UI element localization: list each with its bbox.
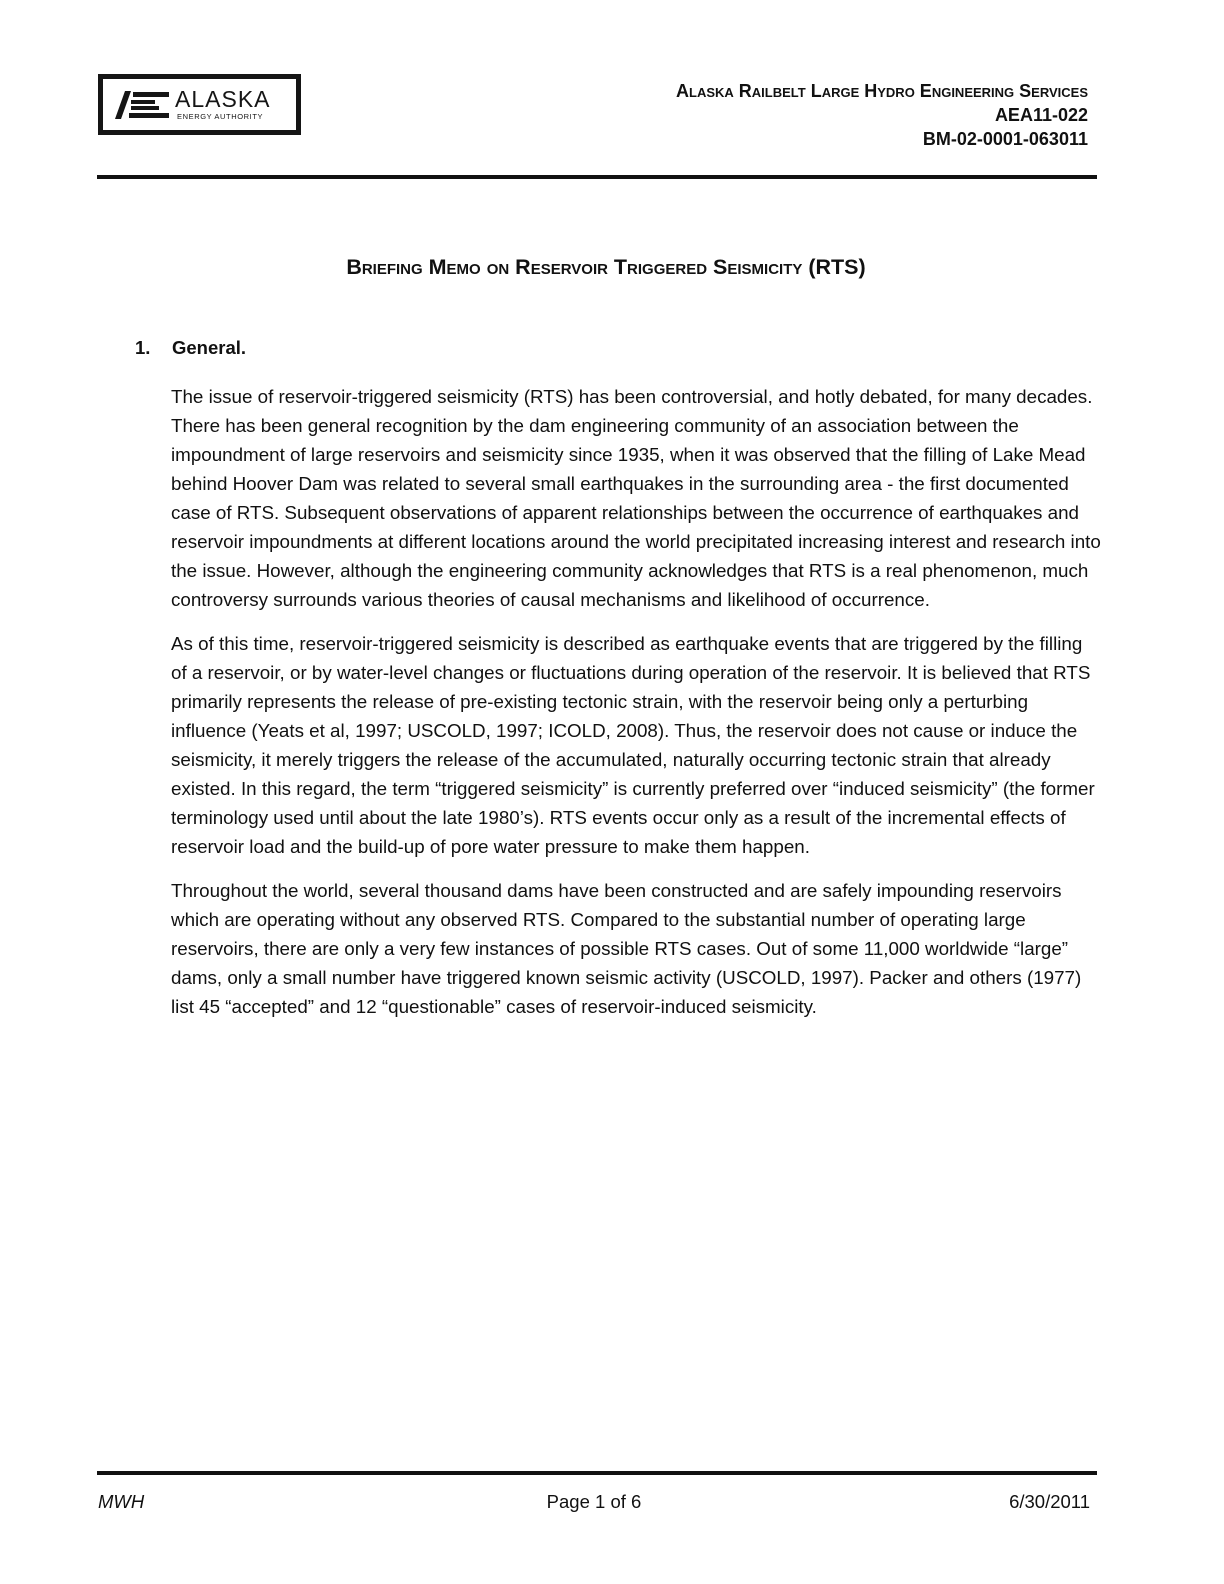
- logo-wordmark: ALASKA: [175, 86, 271, 112]
- paragraph-2: As of this time, reservoir-triggered seismicity is described as earthquake events that are triggered by the filling of a reservoir, or by water-level changes or fluctuations during operation of the reservoir. It is believed that RTS primarily represents the release of pre-existing tectonic strain, with the reservoir being only a perturbing influence (Yeats et al, 1997; USCOLD, 1997; ICOLD, 2008). Thus, the reservoir does not cause or induce the seismicity, it merely triggers the release of the accumulated, naturally occurring tectonic strain that already existed. In this regard, the term “triggered seismicity” is currently preferred over “induced seismicity” (the former terminology used until about the late 1980’s). RTS events occur only as a result of the incremental effects of reservoir load and the build-up of pore water pressure to make them happen.: [171, 633, 1095, 857]
- section-heading-text: General.: [172, 337, 247, 358]
- paragraph-1: The issue of reservoir-triggered seismicity (RTS) has been controversial, and hotly debated, for many decades. There has been general recognition by the dam engineering community of an association between the impoundment of large reservoirs and seismicity since 1935, when it was observed that the filling of Lake Mead behind Hoover Dam was related to several small earthquakes in the surrounding area - the first documented case of RTS. Subsequent observations of apparent relationships between the occurrence of earthquakes and reservoir impoundments at different locations around the world precipitated increasing interest and research into the issue. However, although the engineering community acknowledges that RTS is a real phenomenon, much controversy surrounds various theories of causal mechanisms and likelihood of occurrence.: [171, 386, 1101, 610]
- page-footer: [98, 1489, 1090, 1515]
- footer-date: 6/30/2011: [1009, 1491, 1090, 1512]
- footer-company: MWH: [98, 1491, 145, 1512]
- logo-frame: [103, 79, 296, 130]
- paragraph-3: Throughout the world, several thousand dams have been constructed and are safely impounding reservoirs which are operating without any observed RTS. Compared to the substantial number of operating large reservoirs, there are only a very few instances of possible RTS cases. Out of some 11,000 worldwide “large” dams, only a small number have triggered known seismic activity (USCOLD, 1997). Packer and others (1977) list 45 “accepted” and 12 “questionable” cases of reservoir-induced seismicity.: [171, 880, 1082, 1017]
- document-header: [676, 79, 1088, 151]
- page-number: Page 1 of 6: [546, 1491, 642, 1512]
- logo-subtitle: ENERGY AUTHORITY: [177, 112, 264, 121]
- document-title: Briefing Memo on Reservoir Triggered Seismicity (RTS): [346, 255, 866, 279]
- section-body: [171, 382, 1101, 1036]
- section-heading: [135, 336, 246, 360]
- header-divider: [97, 175, 1097, 179]
- footer-divider: [97, 1471, 1097, 1475]
- project-title: Alaska Railbelt Large Hydro Engineering Services: [676, 81, 1088, 101]
- alaska-energy-authority-logo: [98, 74, 301, 135]
- document-number: BM-02-0001-063011: [922, 129, 1088, 149]
- contract-number: AEA11-022: [994, 105, 1088, 125]
- section-number: 1.: [135, 337, 151, 358]
- energy-authority-mark-icon: [111, 89, 171, 121]
